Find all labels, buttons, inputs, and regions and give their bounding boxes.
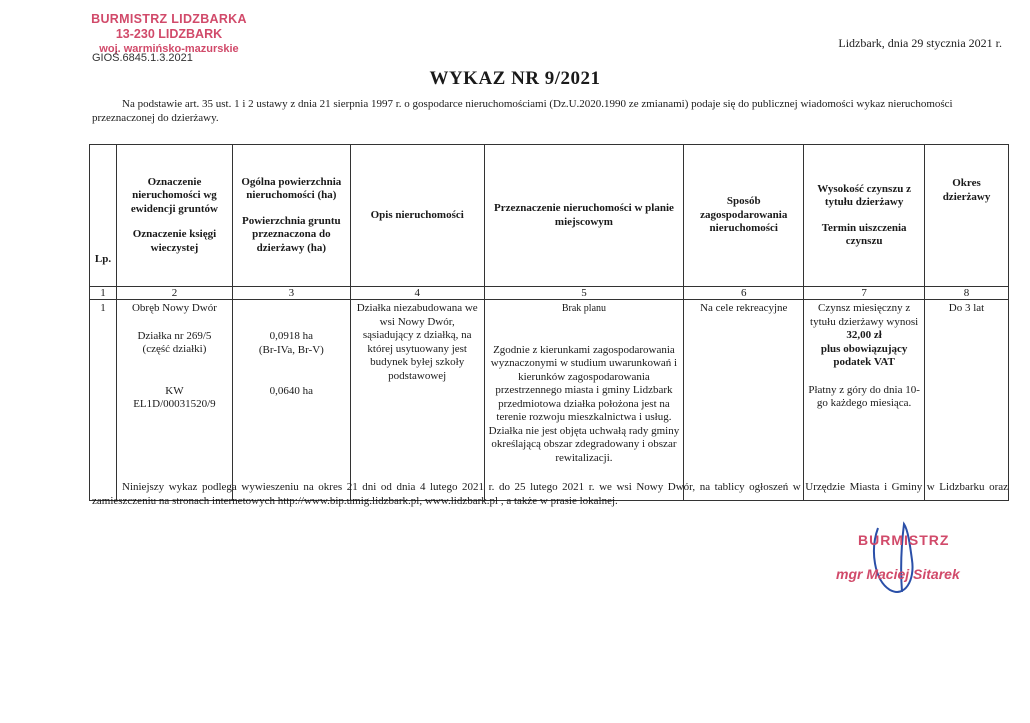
header-col-2a: Oznaczenie nieruchomości wg ewidencji gruntów (130, 175, 218, 215)
row-kw-label: KW (165, 384, 184, 397)
reference-number: GIOŚ.6845.1.3.2021 (92, 52, 193, 64)
column-number: 1 (90, 287, 117, 300)
row-rent-amount: 32,00 zł (846, 329, 882, 341)
header-col-7 (804, 145, 925, 287)
row-area-classes: (Br-IVa, Br-V) (258, 343, 324, 356)
signature-block (830, 520, 1010, 610)
header-col-8: Okres dzierżawy (925, 145, 1009, 287)
document-title: WYKAZ NR 9/2021 (429, 68, 601, 89)
intro-paragraph: Na podstawie art. 35 ust. 1 i 2 ustawy z dnia 21 sierpnia 1997 r. o gospodarce nieruchomościami (Dz.U.2020.1990 ze zmianami) podaje się do publicznej wiadomości wykaz nieruchomości przeznaczonej do dzierżawy. (92, 98, 953, 124)
row-rent-term: Płatny z góry do dnia 10-go każdego miesiąca. (808, 383, 920, 409)
column-number-row (90, 287, 1009, 300)
row-description: Działka niezabudowana we wsi Nowy Dwór, sąsiadujący z działką, na której usytuowany jest budynek byłej szkoły podstawowej (350, 300, 484, 501)
header-lp: Lp. (90, 145, 117, 287)
row-land-designation (116, 300, 232, 501)
table-row (90, 300, 1009, 501)
column-number: 4 (350, 287, 484, 300)
header-col-7b: Termin uiszczenia czynszu (821, 221, 907, 247)
header-col-5: Przeznaczenie nieruchomości w planie miejscowym (484, 145, 684, 287)
row-czesc: (część działki) (142, 343, 207, 355)
table-header-row (90, 145, 1009, 287)
column-number: 8 (925, 287, 1009, 300)
row-rent-text: Czynsz miesięczny z tytułu dzierżawy wynosi (810, 302, 919, 328)
column-number: 6 (684, 287, 804, 300)
row-zoning-none: Brak planu (561, 303, 607, 314)
column-number: 5 (484, 287, 684, 300)
header-col-3a: Ogólna powierzchnia nieruchomości (ha) (241, 175, 342, 202)
row-obreb: Obręb Nowy Dwór (131, 302, 217, 314)
header-col-6: Sposób zagospodarowania nieruchomości (684, 145, 804, 287)
column-number: 7 (804, 287, 925, 300)
column-number: 2 (116, 287, 232, 300)
row-rent-vat: plus obowiązujący podatek VAT (820, 342, 908, 368)
stamp-line-2: 13-230 LIDZBARK (115, 27, 223, 41)
header-col-2 (116, 145, 232, 287)
signature-name: mgr Maciej Sitarek (836, 566, 960, 582)
signature-role: BURMISTRZ (858, 532, 950, 548)
row-zoning-desc: Zgodnie z kierunkami zagospodarowania wyznaczonymi w studium uwarunkowań i kierunków zagospodarowania przestrzennego miasta i gminy Lidzbark przedmiotowa działka położona jest na terenie rozwoju mieszkalnictwa i usług. (490, 343, 678, 423)
row-usage: Na cele rekreacyjne (684, 300, 804, 501)
row-zoning-desc-2: Działka nie jest objęta uchwałą rady gminy określającą obszar zdegradowany i obszar rewitalizacji. (488, 424, 680, 464)
row-rent (804, 300, 925, 501)
row-zoning (484, 300, 684, 501)
stamp-line-1: BURMISTRZ LIDZBARKA (91, 12, 247, 26)
row-period: Do 3 lat (925, 300, 1009, 501)
header-col-3 (232, 145, 350, 287)
column-number: 3 (232, 287, 350, 300)
header-col-7a: Wysokość czynszu z tytułu dzierżawy (817, 182, 911, 208)
official-stamp (84, 12, 254, 57)
row-dzialka: Działka nr 269/5 (137, 329, 212, 342)
row-area-lease: 0,0640 ha (269, 385, 314, 397)
document-date: Lidzbark, dnia 29 stycznia 2021 r. (838, 36, 1002, 50)
row-area-total: 0,0918 ha (269, 330, 314, 342)
row-area (232, 300, 350, 501)
footer-paragraph: Niniejszy wykaz podlega wywieszeniu na okres 21 dni od dnia 4 lutego 2021 r. do 25 lutego 2021 r. we wsi Nowy Dwór, na tablicy ogłoszeń w Urzędzie Miasta i Gminy w Lidzbarku oraz zamieszczeniu na stronach internetowych http://www.bip.umig.lidzbark.pl, www.lidzbark.pl , a także w prasie lokalnej. (92, 481, 1008, 507)
header-col-4: Opis nieruchomości (350, 145, 484, 287)
stamp-line-3: woj. warmińsko-mazurskie (99, 43, 239, 55)
property-table (89, 144, 1009, 501)
header-col-2b: Oznaczenie księgi wieczystej (132, 228, 217, 254)
row-lp: 1 (90, 300, 117, 501)
row-kw-number: EL1D/00031520/9 (133, 398, 216, 410)
header-col-3b: Powierzchnia gruntu przeznaczona do dzierżawy (ha) (241, 214, 341, 254)
